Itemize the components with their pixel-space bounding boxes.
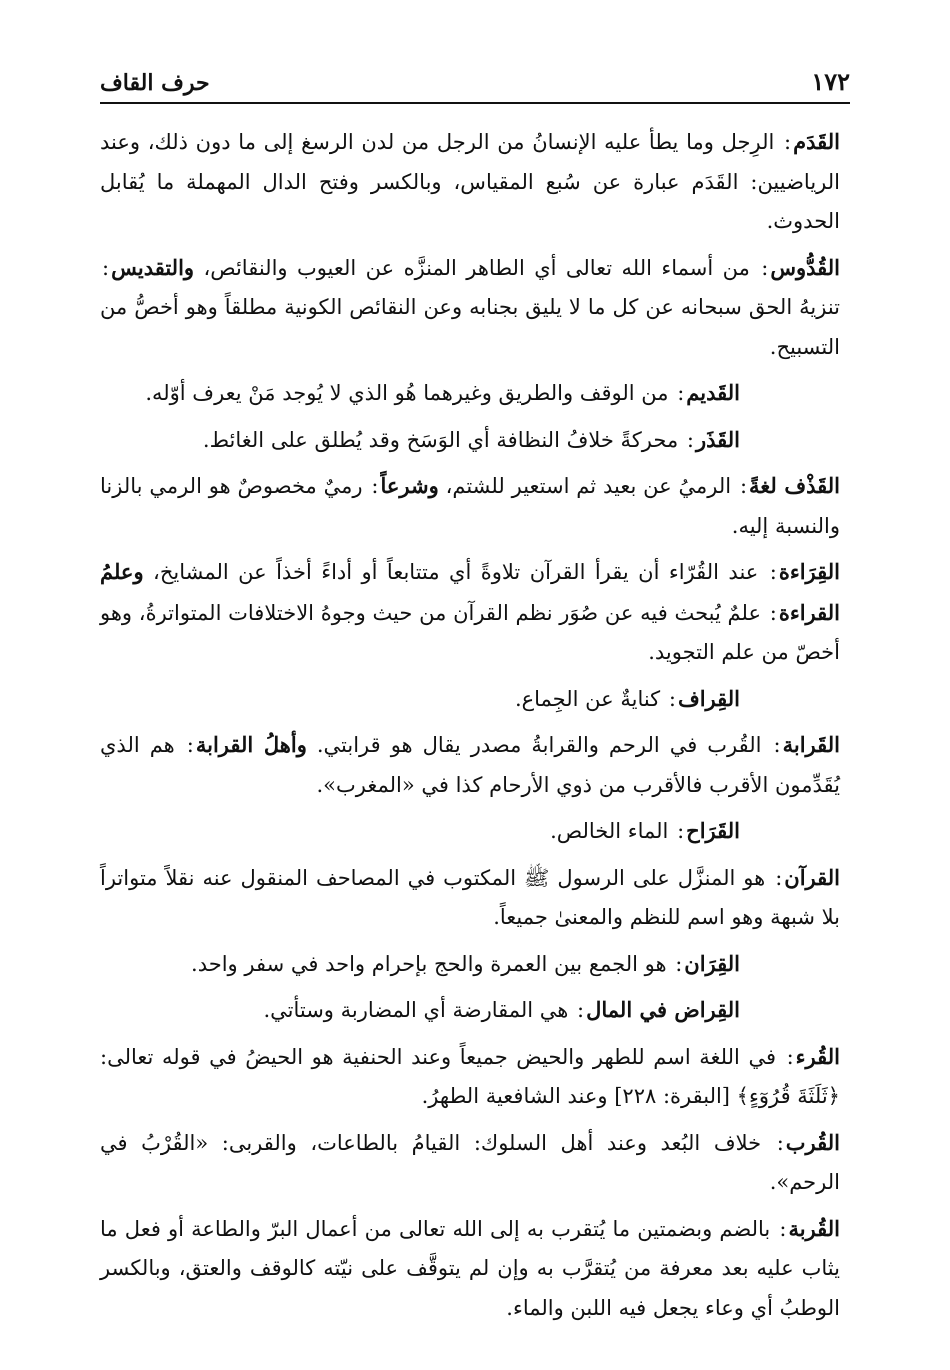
entry-term: القُرب (785, 1129, 840, 1155)
entry-term: القُرء (795, 1043, 840, 1069)
entry-qirad: القِراض في المال: هي المقارضة أي المضاربة وستأتي. (263, 997, 740, 1022)
entry-definition: هو الجمع بين العمرة والحج بإحرام واحد في سفر واحد. (191, 951, 667, 976)
entry-term: القَذَر (695, 426, 740, 452)
entry-definition: في اللغة اسم للطهر والحيض جميعاً وعند الحنفية هو الحيضُ في قوله تعالى: ﴿ثَلَثَةَ قُرُوٓءٍ﴾ [البقرة: ٢٢٨] وعند الشافعية الطهرُ. (100, 1044, 840, 1108)
entry-qarabah: القَرابة: القُرب في الرحم والقرابةُ مصدر يقال هو قرابتي. وأهلُ القرابة: هم الذي يُقَدِّمون الأقرب فالأقرب من ذوي الأرحام كذا في «المغرب». (100, 732, 840, 797)
entry-term: القرآن (784, 864, 840, 890)
entry-subterm: وشرعاً (380, 473, 439, 498)
entry-subdefinition: رميٌ مخصوصٌ هو الرمي بالزنا والنسبة إليه. (100, 474, 840, 538)
entry-qiran: القِرَان: هو الجمع بين العمرة والحج بإحرام واحد في سفر واحد. (191, 950, 740, 976)
entry-term: القَدَم (793, 129, 840, 154)
entry-term: القُربة (788, 1215, 840, 1241)
entry-qadhf: القَذْف لغةً: الرميُ عن بعيد ثم استعير للشتم، وشرعاً: رميٌ مخصوصٌ هو الرمي بالزنا والنسبة إليه. (100, 473, 840, 538)
entry-term: القَديم (686, 380, 740, 405)
entry-definition: القُرب في الرحم والقرابةُ مصدر يقال هو قرابتي. (306, 733, 762, 757)
entry-qurb: القُرب: خلاف البُعد وعند أهل السلوك: القيامُ بالطاعات، والقربى: «القُرْبُ في الرحم». (100, 1129, 840, 1194)
entry-definition: عند القُرّاء أن يقرأ القرآن تلاوةً أي متتابعاً أو أداءً أخذاً عن المشايخ، (143, 560, 759, 584)
entry-definition: بالضم وبضمتين ما يُتقرب به إلى الله تعالى من أعمال البرّ والطاعة أو فعل ما يثاب عليه بعد معرفة من يُتقرَّب به وإن لم يتوقَّف على نيّته كالوقف والعتق، وبالكسر الوطبُ أي وعاء يجعل فيه اللبن والماء. (100, 1216, 840, 1320)
entry-subterm: وأهلُ القرابة (195, 732, 307, 757)
entry-subterm: وعلمُ القراءة (100, 559, 840, 625)
entry-quran: القرآن: هو المنزَّل على الرسول ﷺ المكتوب في المصاحف المنقول عنه نقلاً متواتراً بلا شبهة وهو اسم للنظم والمعنىٰ جميعاً. (100, 864, 840, 929)
entry-definition: خلاف البُعد وعند أهل السلوك: القيامُ بالطاعات، والقربى: «القُرْبُ في الرحم». (100, 1130, 840, 1194)
entry-definition: هو المنزَّل على الرسول ﷺ المكتوب في المصاحف المنقول عنه نقلاً متواتراً بلا شبهة وهو اسم للنظم والمعنىٰ جميعاً. (100, 865, 840, 929)
entry-qarah: القَرَاح: الماء الخالص. (550, 818, 740, 843)
entry-subdefinition: تنزيهُ الحق سبحانه عن كل ما لا يليق بجنابه وعن النقائص الكونية مطلقاً وهو أخصُّ من التسبيح. (100, 295, 840, 359)
entry-definition: الرميُ عن بعيد ثم استعير للشتم، (438, 474, 732, 498)
page-number: ١٧٢ (811, 67, 850, 96)
entry-definition: هي المقارضة أي المضاربة وستأتي. (263, 998, 569, 1022)
entry-term: القِراض في المال (586, 997, 740, 1022)
entry-term: القِرَان (684, 950, 740, 976)
entry-definition: محركةً خلافُ النظافة أي الوَسَخ وقد يُطلق على الغائط. (202, 427, 679, 452)
entry-qiraf: القِراف: كنايةٌ عن الجِماع. (514, 685, 740, 711)
entry-term: القِرَاءة (778, 559, 840, 584)
entry-qur: القُرء: في اللغة اسم للطهر والحيض جميعاً وعند الحنفية هو الحيضُ في قوله تعالى: ﴿ثَلَثَةَ قُرُوٓءٍ﴾ [البقرة: ٢٢٨] وعند الشافعية الطهرُ. (100, 1043, 840, 1108)
entry-definition: من الوقف والطريق وغيرهما هُو الذي لا يُوجد مَنْ يعرف أوّله. (145, 381, 669, 405)
entry-subdefinition: هم الذي يُقَدِّمون الأقرب فالأقرب من ذوي الأرحام كذا في «المغرب». (100, 733, 840, 797)
entry-quddus: القُدُّوس: من أسماء الله تعالى أي الطاهر المنزَّه عن العيوب والنقائص، والتقديس: تنزيهُ الحق سبحانه عن كل ما لا يليق بجنابه وعن النقائص الكونية مطلقاً وهو أخصُّ من التسبيح. (100, 254, 840, 359)
entry-qadam: القَدَم: الرِجل وما يطأ عليه الإنسانُ من الرجل من لدن الرسغ إلى ما دون ذلك، وعند الرياضيين: القَدَم عبارة عن سُبع المقياس، وبالكسر وفتح الدال المهملة ما يُقابل الحدوث. (100, 129, 840, 233)
entry-term: القَرَاح (686, 818, 740, 843)
entry-definition: الرِجل وما يطأ عليه الإنسانُ من الرجل من لدن الرسغ إلى ما دون ذلك، وعند الرياضيين: القَدَم عبارة عن سُبع المقياس، وبالكسر وفتح الدال المهملة ما يُقابل الحدوث. (100, 130, 840, 233)
entry-term: القَذْف لغةً (749, 473, 840, 498)
entry-definition: من أسماء الله تعالى أي الطاهر المنزَّه عن العيوب والنقائص، (194, 255, 750, 280)
entry-qurbah: القُربة: بالضم وبضمتين ما يُتقرب به إلى الله تعالى من أعمال البرّ والطاعة أو فعل ما يثاب عليه بعد معرفة من يُتقرَّب به وإن لم يتوقَّف على نيّته كالوقف والعتق، وبالكسر الوطبُ أي وعاء يجعل فيه اللبن والماء. (100, 1215, 840, 1320)
entry-definition: الماء الخالص. (550, 819, 669, 843)
entry-subdefinition: علمٌ يُبحث فيه عن صُوَر نظم القرآن من حيث وجوهُ الاختلافات المتواترةُ، وهو أخصّ من علم التجويد. (100, 600, 840, 664)
entry-subterm: والتقديس (111, 254, 195, 280)
entry-term: القِراف (677, 685, 740, 711)
entry-qadhar: القَذَر: محركةً خلافُ النظافة أي الوَسَخ وقد يُطلق على الغائط. (202, 426, 740, 452)
dictionary-entries (100, 122, 840, 1334)
page-header (100, 68, 850, 104)
running-title: حرف القاف (100, 70, 210, 96)
entry-term: القُدُّوس (770, 254, 840, 280)
entry-qadim: القَديم: من الوقف والطريق وغيرهما هُو الذي لا يُوجد مَنْ يعرف أوّله. (145, 380, 740, 405)
entry-term: القَرابة (782, 732, 840, 757)
entry-definition: كنايةٌ عن الجِماع. (514, 686, 661, 711)
entry-qiraah: القِرَاءة: عند القُرّاء أن يقرأ القرآن تلاوةً أي متتابعاً أو أداءً أخذاً عن المشايخ، وعلمُ القراءة: علمٌ يُبحث فيه عن صُوَر نظم القرآن من حيث وجوهُ الاختلافات المتواترةُ، وهو أخصّ من علم التجويد. (100, 559, 840, 664)
